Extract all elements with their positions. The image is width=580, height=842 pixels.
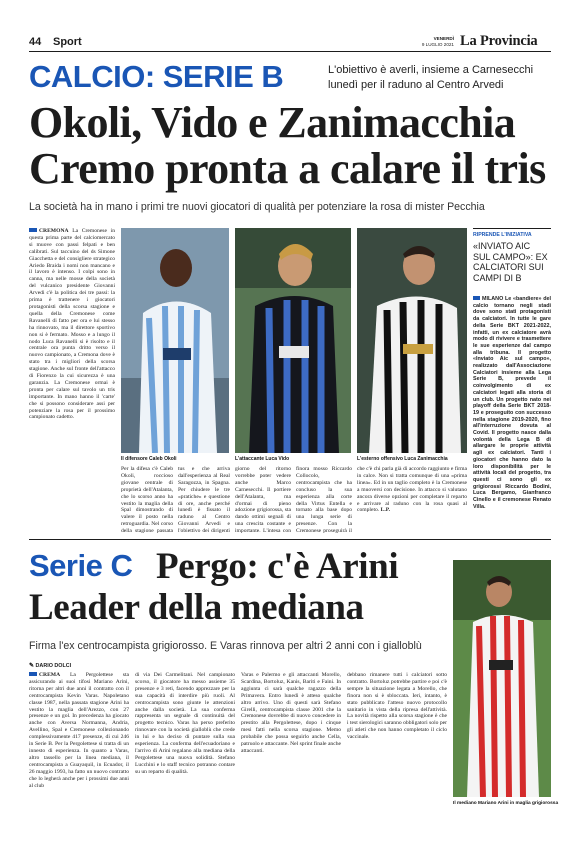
photo-caption-arini: Il mediano Mariano Arini in maglia grigiorossa [453,801,559,806]
photo-caption-zanimacchia: L'esterno offensivo Luca Zanimacchia [357,456,448,462]
header-weekday: VENERDÌ [433,36,454,41]
sidebar-top-rule [473,228,551,229]
article-body-col-1 [29,228,115,533]
photo-caption-okoli: Il difensore Caleb Okoli [121,456,177,462]
sidebar-text: Le «bandiere» del calcio tornano negli stadi dove sono stati protagonisti da calciatori. In tutte le gare della Serie BKT 2021-2022, infatti, un ex calciatore avrà modo di rivivere e trasmettere le sue esperienze dal campo alla tribuna. Il progetto «Inviato Aic sul campo», realizzato dall'Associazione Calciatori insieme alla Lega Serie B, prevede il coinvolgimento di ex calciatori legati alla storia di un club. Un progetto nato nei playoff della Serie BKT 2018-19 e proseguito con successo nella stagione 2019-2020, fino all'interruzione dovuta al Covid. Il progetto nasce dalla volontà della Lega B di allargare le proprie attività agli ex calciatori. Tanti i giocatori che hanno dato la loro disponibilità per le attività locali del progetto, tra questi ci sono gli ex grigiorossi Riccardo Bodini, Luca Bergamo, Gianfranco Cinello e il cremonese Renato Villa. [473,296,551,510]
article-headline-line-2: Cremo pronta a calare il tris [29,144,546,193]
byline: L.P. [380,507,391,514]
article2-body-col-2: di via Dei Carmelitani. Nel campionato scorso, il giocatore ha messo assieme 35 presenze e 3 reti, facendo apprezzare per la sua capacità di interdire più ruoli. Al centrocampista sono giunte le attenzioni anche dalla società. La sua conferma rappresenta un segnale di continuità del progetto tecnico. Varas ha perso preferito rinnovare con la società gialloblù che crede in lui e ha deciso di puntare sulla sua esperienza. La conferma dell'ecuadoriano e l'arrivo di Arini regalano alla mediana della Pergolettese una nuova solidità. Stefano Lucchini e lo staff tecnico potranno contare su un reparto di qualità. [135,672,235,775]
photo-zanimacchia [357,228,467,453]
sidebar-title: «INVIATO AIC SUL CAMPO»: EX CALCIATORI SUI CAMPI DI B [473,241,548,283]
sidebar-body [473,296,551,533]
dateline: CREMA [39,672,61,678]
dateline: CREMONA [39,228,69,234]
article-kicker: CALCIO: SERIE B [29,59,284,94]
dateline-marker [473,296,480,300]
article-body-col-3: tus e che arriva dall'esperienza al Real Saragozza, in Spagna. Per chiudere le tre «pratiche» e questione di ore, anche perché lunedì è fissato il raduno al Centro Giovanni Arvedi e l'obiettivo dei dirigenti [178,466,230,533]
article-subhead: La società ha in mano i primi tre nuovi giocatori di qualità per potenziare la rosa di mister Pecchia [29,201,485,213]
section-name: Sport [53,36,82,48]
article2-author [29,662,71,669]
sidebar-dateline: MILANO [482,296,504,302]
body-text: La Pergolettese sta assicurando ai suoi tifosi Mariano Arini, ritorna per altri due anni il contratto con il centrocampista Kevin Varas. Napoletano classe 1987, nella passata stagione Arini ha vestito la maglia dell'Arezzo, con 27 presenze e un gol. In precedenza ha giocato anche con Aversa Normanna, Andria, Avellino, Spal e Cremonese collezionando complessivamente 417 presenze, di cui 246 in Serie B. Per la Pergolettese si tratta di un innesto di esperienza. In quanto a Varas, altro tassello per la linea mediana, il centrocampista a Guayaquil, in Ecuador, il 26 maggio 1993, ha fatto un nuovo contratto che lo legherà anche per i prossimi due anni al club [29,672,129,789]
kicker-side-line-2: lunedì per il raduno al Centro Arvedi [328,79,504,91]
article2-subhead: Firma l'ex centrocampista grigiorosso. E Varas rinnova per altri 2 anni con i gialloblù [29,640,422,652]
article-body-col-5: finora mosso Riccardo Collocolo, centrocampista che ha concluso la sua esperienza alla corte della Virtus Entella e tornato alla base dopo una lunga serie di presenze. Con la Cremonese proseguirà il [296,466,352,533]
article2-kicker: Serie C [29,548,133,583]
article2-headline-line-2: Leader della mediana [29,587,364,628]
article2-body-col-3: Varas e Palermo e gli attaccanti Morello, Scardina, Bortoluz, Kanis, Bariti e Faini. In aggiunta ci sarà qualche ragazzo della Primavera. Entro lunedì è atteso qualche altro arrivo. Uno di questi sarà Stefano Girelli, centrocampista classe 2001 che la Cremonese dovrebbe di nuovo concedere in prestito alla Pergolettese, dopo i cinque mesi fatti nella scorsa stagione. Memo probabile che possa seguirlo anche Cella, patruolo e attaccante. Nel sprint finale anche attaccanti. [241,672,341,754]
article2-body-col-1 [29,672,129,822]
header-date: 9 LUGLIO 2021 [421,42,454,47]
page-number: 44 [29,36,42,48]
article-body-col-6 [357,466,467,533]
body-text: che c'è chi parla già di accordo raggiunto e firma in calce. Non si tratta comunque di una «prima linea». Ed in un taglio completo è la Cremonese a muoversi con decisione. In attacco si valutano ancora diverse opzioni per completare il reparto e arrivare al raduno con la rosa quasi al completo. [357,466,467,514]
masthead: La Provincia [460,33,538,49]
dateline-marker [29,672,37,676]
article-headline-line-1: Okoli, Vido e Zanimacchia [29,98,516,147]
article-body-col-4: giorno del ritorno vorrebbe poter vedere anche Marco Carnesecchi. Il portiere dell'Atalanta, ma d'ormai di pieno adozione grigiorossa, sta dando ottimi segnali di una crescita costante e importante. L'intesa con [235,466,291,533]
header-rule [29,51,551,52]
body-text: La Cremonese in questa prima parte del calciomercato si muove con passi felpati e ben calibrati. Sul taccuino del ds Simone Giacchetta e del consigliere strategico Ariedo Braida i nomi non mancano e il lavoro è intenso. I colpi sono in canna, ma nelle mosse della società del vulcanico presidente Giovanni Arvedi c'è la politica dei tre passi: la prima è trattenere i giocatori protagonisti della scorsa stagione e quella della Cremonese come Ravanelli di fatto per ora e lui stesso ha rinnovato, ma il direttore sportivo non si è fermato. Mosso e a lungo il nodo Luca Ravanelli si è risolto e il centrale ora punta dritto verso il nuovo campionato, a Cremona dove è stato tra i migliori della scorsa stagione. Anche sul fronte dell'attacco di Fiorenzo la cui sicurezza è una garanzia. La Cremonese ormai è pronta per calare sul tavolo un tris importante. In mano hanno il 'carte' che si possono considerare assi per potenziare la rosa per il prossimo campionato cadetto. [29,228,115,421]
photo-arini [453,560,551,797]
kicker-side-line-1: L'obiettivo è averli, insieme a Carnesecchi [328,64,534,76]
photo-vido [235,228,351,453]
section-divider [29,539,551,540]
author-icon: ✎ [29,663,35,669]
photo-caption-vido: L'attaccante Luca Vido [235,456,290,462]
sidebar-label: RIPRENDE L'INIZIATIVA [473,232,532,238]
article-body-col-2: Per la difesa c'è Caleb Okoli, roccioso giovane centrale di proprietà dell'Atalanta, che lo scorso anno ha vestito la maglia della Spal dimostrando di valere il posto nella retroguardia. Nel corso della stagione passata [121,466,173,533]
article2-headline-line-1: Pergo: c'è Arini [156,546,399,587]
photo-okoli [121,228,229,453]
author-name: DARIO DOLCI [35,663,72,669]
dateline-marker [29,228,37,232]
article2-body-col-4: debbano rimanere tutti i calciatori sotto contratto. Bortoluz potrebbe partire e poi c'è sempre la situazione legata a Morello, che finora non si è sbloccata. Ieri, intanto, è stato pubblicato l'atteso nuovo protocollo sanitario in vista della ripresa dell'attività. La novità rispetto alla scorsa stagione è che i test sierologici saranno obbligatori solo per gli atleti che non hanno completato il ciclo vaccinale. [347,672,447,741]
